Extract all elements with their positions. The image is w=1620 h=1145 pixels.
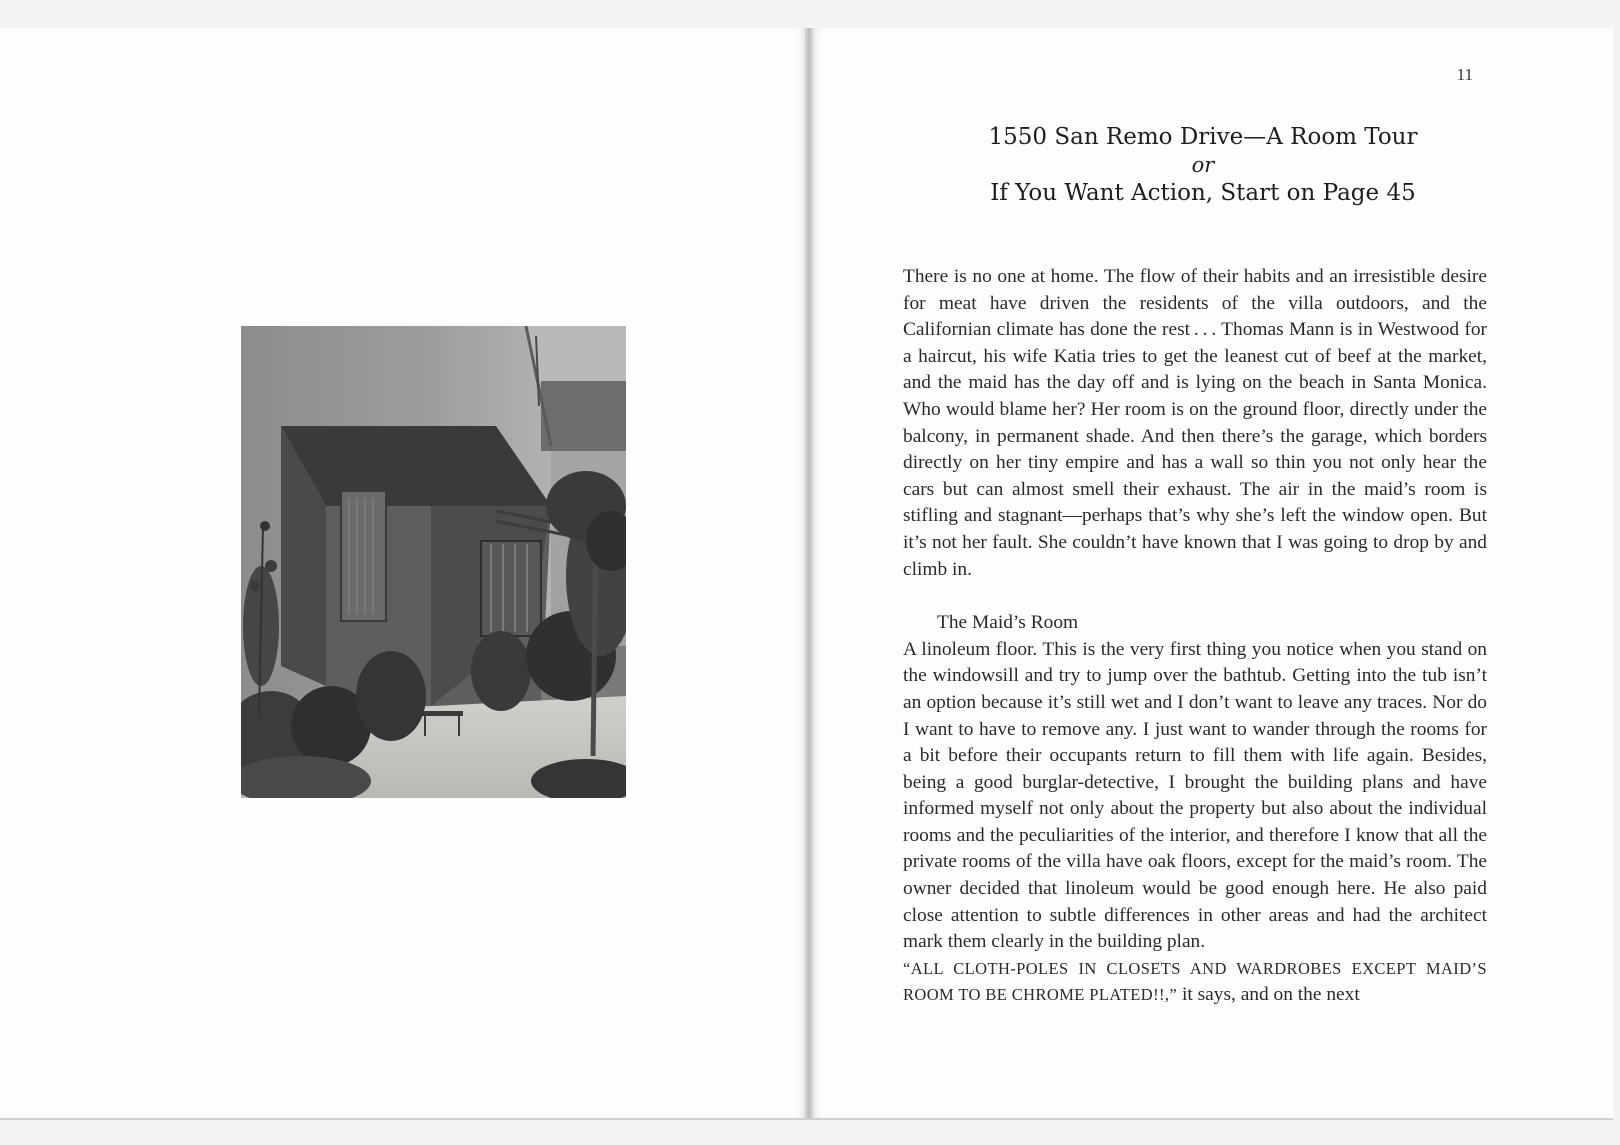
- quote-paragraph: [903, 956, 1487, 1009]
- house-photograph: [241, 326, 626, 798]
- left-page: [0, 28, 805, 1120]
- body-text: [903, 264, 1487, 1009]
- quote-tail: it says, and on the next: [1177, 984, 1360, 1006]
- right-page: [813, 28, 1613, 1120]
- book-gutter: [805, 28, 813, 1120]
- page-number: 11: [1456, 65, 1473, 84]
- section-paragraph: A linoleum floor. This is the very first thing you notice when you stand on the windowsill and try to jump over the bathtub. Getting into the tub isn’t an option because it’s still wet and I don’t want to leave any traces. Nor do I want to have to remove any. I just want to wander through the rooms for a bit before their occupants return to fill them with life again. Besides, being a good burglar-detective, I brought the building plans and have informed myself not only about the property but also about the individual rooms and the peculiarities of the interior, and therefore I know that all the private rooms of the villa have oak floors, except for the maid’s room. The owner decided that linoleum would be good enough here. He also paid close attention to subtle differences in other areas and had the architect mark them clearly in the building plan.: [903, 638, 1487, 953]
- chapter-title-line-1: 1550 San Remo Drive—A Room Tour: [988, 124, 1418, 150]
- house-photo-image: [241, 326, 626, 798]
- quote-caps: “ALL CLOTH-POLES IN CLOSETS AND WARDROBES EXCEPT MAID’S ROOM TO BE CHROME PLATED!!,”: [903, 958, 1487, 1005]
- chapter-title-or: or: [1191, 153, 1215, 177]
- chapter-title: [873, 123, 1533, 207]
- chapter-title-line-2: If You Want Action, Start on Page 45: [990, 180, 1416, 206]
- section-heading: The Maid’s Room: [937, 612, 1079, 634]
- page-bottom-edge: [0, 1118, 1613, 1120]
- intro-paragraph: There is no one at home. The flow of their habits and an irresistible desire for meat have driven the residents of the villa outdoors, and the Californian climate has done the rest . . . Thomas Mann is in Westwood for a haircut, his wife Katia tries to get the leanest cut of beef at the market, and the maid has the day off and is lying on the beach in Santa Monica. Who would blame her? Her room is on the ground floor, directly under the balcony, in permanent shade. And then there’s the garage, which borders directly on her tiny empire and has a wall so thin you not only hear the cars but can almost smell their exhaust. The air in the maid’s room is stifling and stagnant—perhaps that’s why she’s left the window open. But it’s not her fault. She couldn’t have known that I was going to drop by and climb in.: [903, 266, 1487, 580]
